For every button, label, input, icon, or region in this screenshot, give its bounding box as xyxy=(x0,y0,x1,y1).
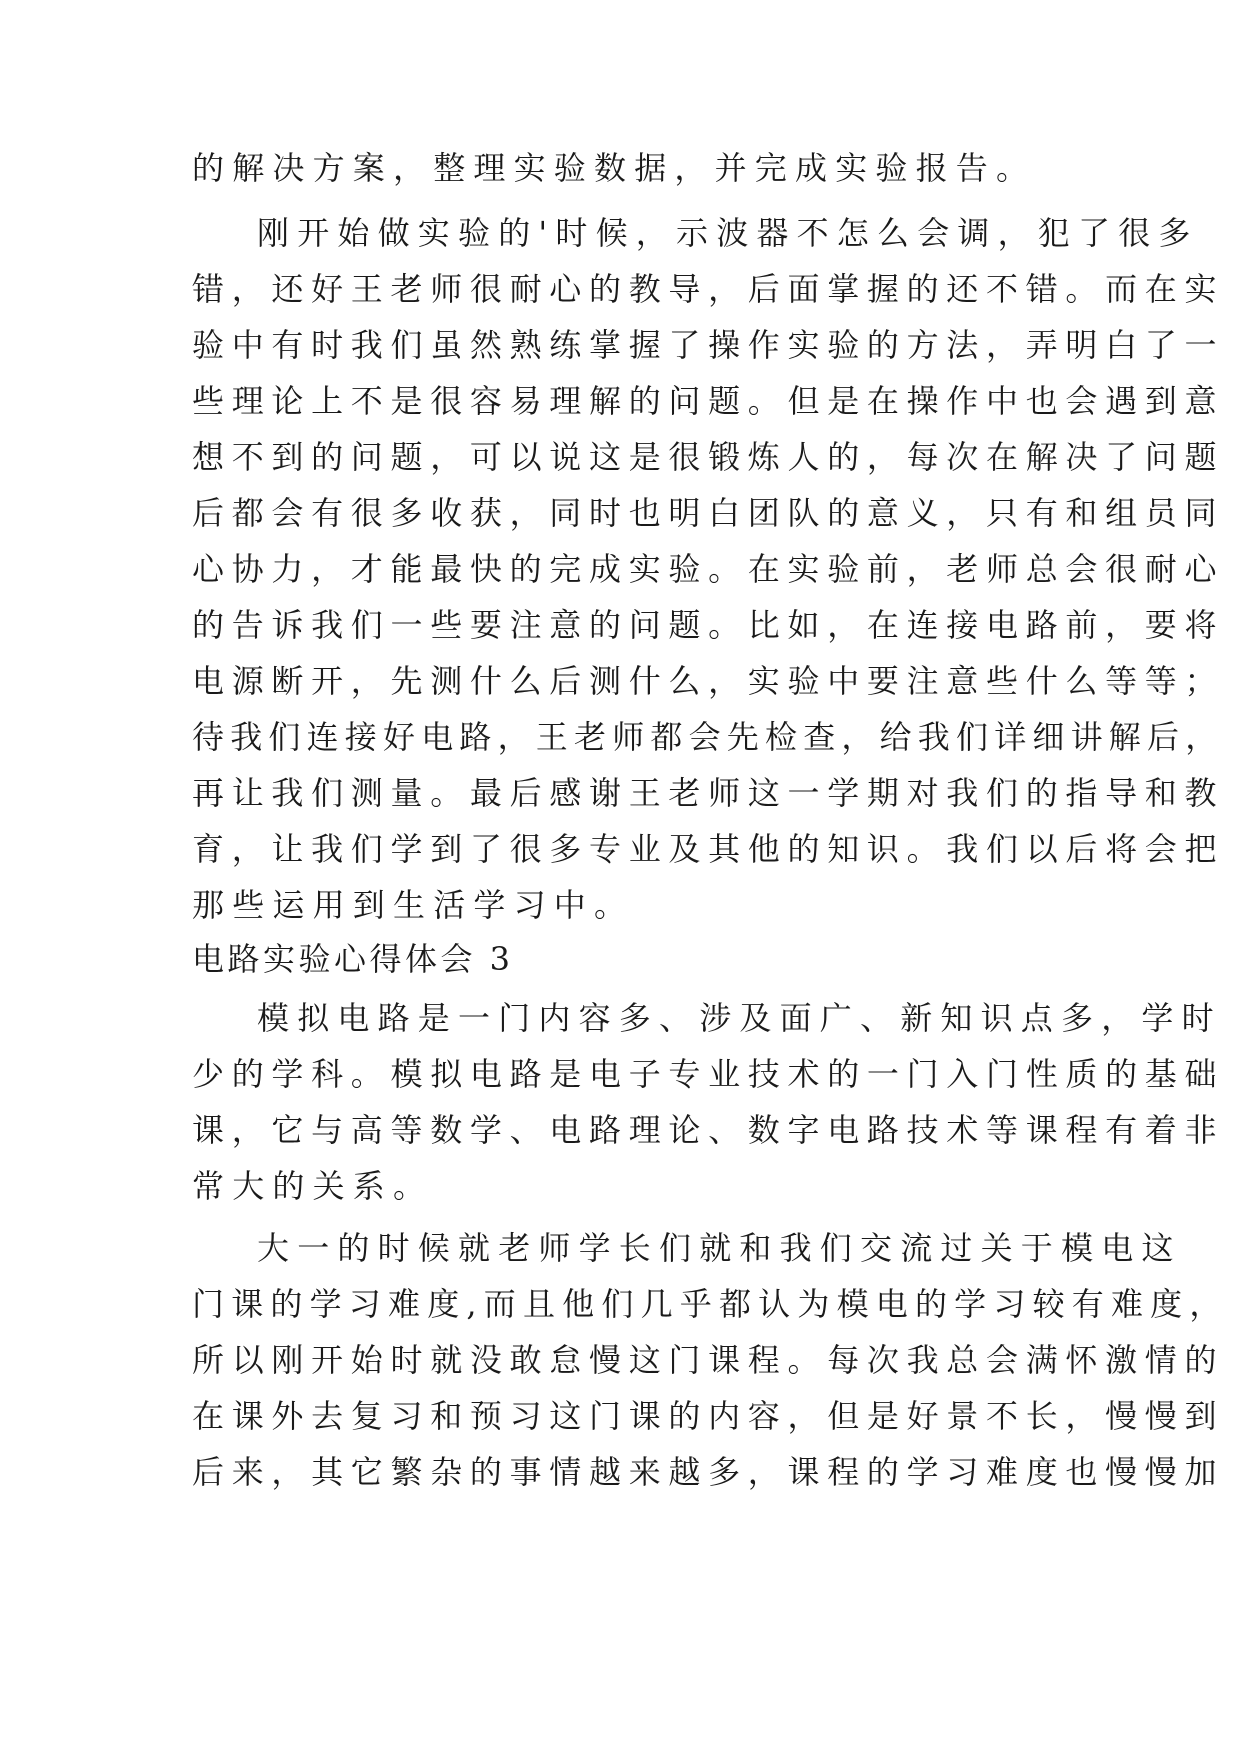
text-line: 后来，其它繁杂的事情越来越多，课程的学习难度也慢慢加 xyxy=(192,1453,1225,1491)
text-line: 的告诉我们一些要注意的问题。比如，在连接电路前，要将 xyxy=(192,606,1225,644)
text-line: 所以刚开始时就没敢怠慢这门课程。每次我总会满怀激情的 xyxy=(192,1341,1225,1379)
text-line: 常大的关系。 xyxy=(192,1167,434,1205)
text-line: 课，它与高等数学、电路理论、数字电路技术等课程有着非 xyxy=(192,1111,1225,1149)
text-line: 验中有时我们虽然熟练掌握了操作实验的方法，弄明白了一 xyxy=(192,326,1225,364)
text-line: 想不到的问题，可以说这是很锻炼人的，每次在解决了问题 xyxy=(192,438,1225,476)
text-line: 心协力，才能最快的完成实验。在实验前，老师总会很耐心 xyxy=(192,550,1225,588)
text-line: 待我们连接好电路，王老师都会先检查，给我们详细讲解后， xyxy=(192,718,1224,756)
text-line: 门课的学习难度,而且他们几乎都认为模电的学习较有难度， xyxy=(192,1285,1229,1323)
text-line: 的解决方案，整理实验数据，并完成实验报告。 xyxy=(192,149,1037,187)
text-line: 后都会有很多收获，同时也明白团队的意义，只有和组员同 xyxy=(192,494,1225,532)
text-line: 些理论上不是很容易理解的问题。但是在操作中也会遇到意 xyxy=(192,382,1225,420)
text-line: 在课外去复习和预习这门课的内容，但是好景不长，慢慢到 xyxy=(192,1397,1225,1435)
paragraph-start-line: 刚开始做实验的'时候，示波器不怎么会调，犯了很多 xyxy=(257,214,1199,252)
text-line: 那些运用到生活学习中。 xyxy=(192,886,635,924)
text-line: 电源断开，先测什么后测什么，实验中要注意些什么等等； xyxy=(192,662,1225,700)
text-line: 再让我们测量。最后感谢王老师这一学期对我们的指导和教 xyxy=(192,774,1225,812)
section-heading: 电路实验心得体会 3 xyxy=(192,940,514,978)
paragraph-start-line: 模拟电路是一门内容多、涉及面广、新知识点多，学时 xyxy=(257,999,1222,1037)
paragraph-start-line: 大一的时候就老师学长们就和我们交流过关于模电这 xyxy=(257,1229,1182,1267)
text-line: 育，让我们学到了很多专业及其他的知识。我们以后将会把 xyxy=(192,830,1225,868)
text-line: 少的学科。模拟电路是电子专业技术的一门入门性质的基础 xyxy=(192,1055,1225,1093)
text-line: 错，还好王老师很耐心的教导，后面掌握的还不错。而在实 xyxy=(192,270,1225,308)
